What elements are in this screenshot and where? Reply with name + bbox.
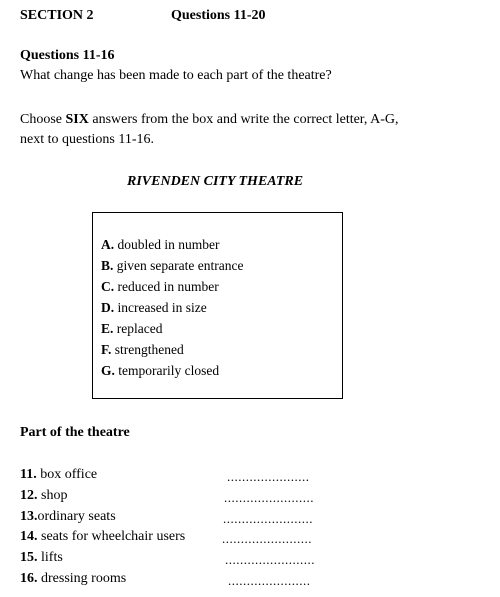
option-g: G. temporarily closed <box>101 363 220 378</box>
answer-blank-12[interactable]: ........................ <box>224 490 314 505</box>
list-item: 14. seats for wheelchair users <box>20 529 186 544</box>
parts-heading: Part of the theatre <box>20 425 130 440</box>
answer-blank-14[interactable]: ........................ <box>222 531 312 546</box>
list-item: 11. box office <box>20 467 98 482</box>
instruction-line-1 <box>20 112 399 128</box>
instruction-post: answers from the box and write the correct letter, A-G, <box>88 112 399 127</box>
question-text: What change has been made to each part of the theatre? <box>20 68 332 83</box>
list-item: 15. lifts <box>20 550 63 565</box>
option-f: F. strengthened <box>101 342 184 357</box>
list-item: 13.ordinary seats <box>20 509 116 524</box>
option-d: D. increased in size <box>101 300 207 315</box>
questions-range: Questions 11-20 <box>171 8 266 23</box>
option-a: A. doubled in number <box>101 237 220 252</box>
list-item: 12. shop <box>20 488 68 503</box>
answer-blank-13[interactable]: ........................ <box>223 511 313 526</box>
answer-blank-16[interactable]: ...................... <box>228 573 311 588</box>
questions-heading: Questions 11-16 <box>20 48 115 63</box>
option-c: C. reduced in number <box>101 279 219 294</box>
list-item: 16. dressing rooms <box>20 571 127 586</box>
instruction-six: SIX <box>65 112 89 127</box>
instruction-line-2: next to questions 11-16. <box>20 132 155 147</box>
option-b: B. given separate entrance <box>101 258 244 273</box>
instruction-pre: Choose <box>20 112 66 127</box>
section-title: SECTION 2 <box>20 8 94 23</box>
theatre-title: RIVENDEN CITY THEATRE <box>127 174 304 189</box>
options-box <box>92 212 343 399</box>
option-e: E. replaced <box>101 321 163 336</box>
answer-blank-11[interactable]: ...................... <box>227 469 310 484</box>
answer-blank-15[interactable]: ........................ <box>225 552 315 567</box>
